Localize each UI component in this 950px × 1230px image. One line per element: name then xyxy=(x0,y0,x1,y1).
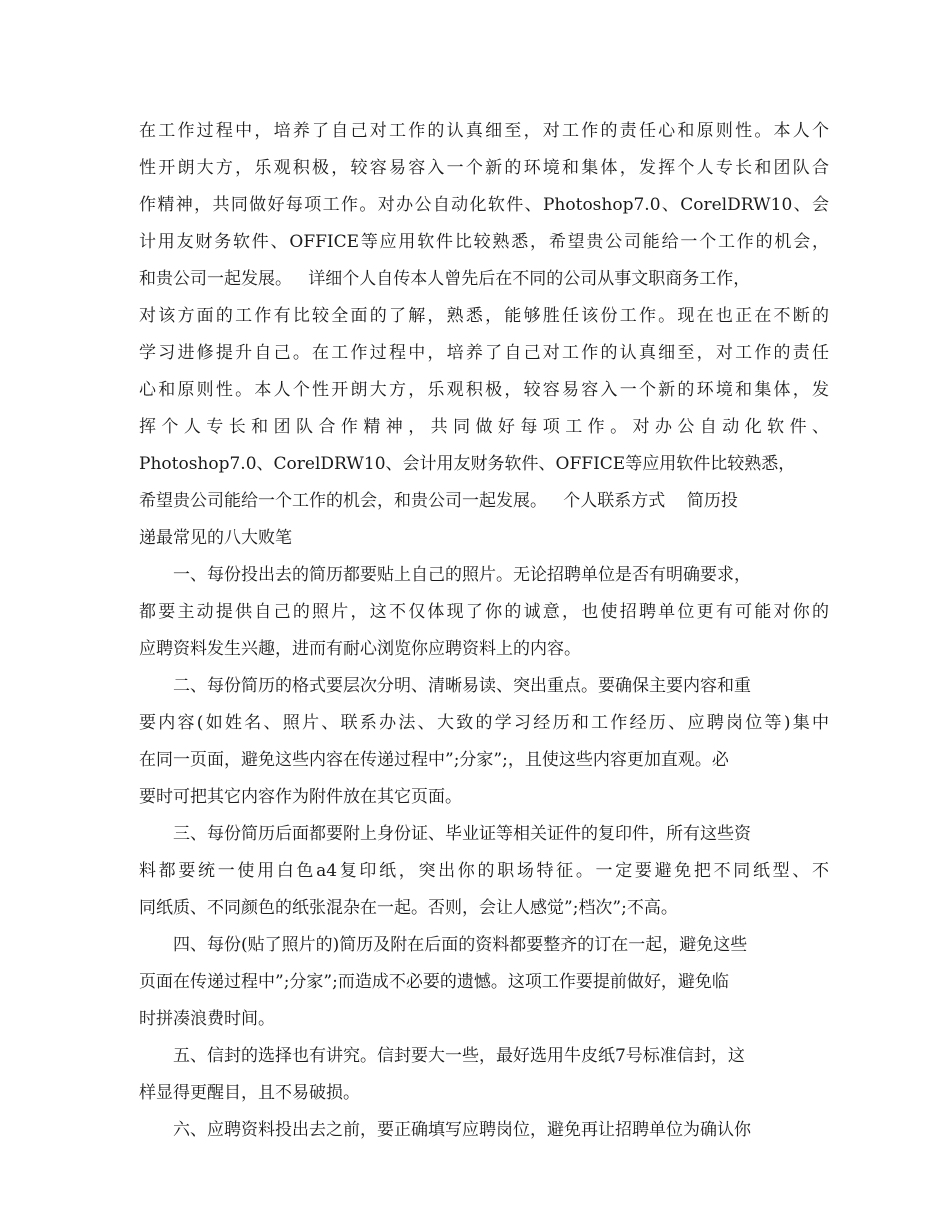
text-line: 要内容(如姓名、照片、联系办法、大致的学习经历和工作经历、应聘岗位等)集中 xyxy=(139,713,829,733)
text-line: 在工作过程中，培养了自己对工作的认真细至，对工作的责任心和原则性。本人个 xyxy=(139,121,829,141)
text-line: 样显得更醒目，且不易破损。 xyxy=(139,1083,360,1103)
text-line: 希望贵公司能给一个工作的机会，和贵公司一起发展。 个人联系方式 简历投 xyxy=(139,491,738,511)
body-text xyxy=(139,113,829,1149)
text-line: 要时可把其它内容作为附件放在其它页面。 xyxy=(139,787,462,807)
text-line: 计用友财务软件、OFFICE等应用软件比较熟悉，希望贵公司能给一个工作的机会， xyxy=(139,232,829,252)
paragraph-6-line: 六、应聘资料投出去之前，要正确填写应聘岗位，避免再让招聘单位为确认你 xyxy=(173,1120,751,1140)
text-line: 时拼凑浪费时间。 xyxy=(139,1009,275,1029)
paragraph-4-line: 四、每份(贴了照片的)简历及附在后面的资料都要整齐的订在一起，避免这些 xyxy=(173,935,748,955)
text-line: 页面在传递过程中”;分家”;而造成不必要的遗憾。这项工作要提前做好，避免临 xyxy=(139,972,729,992)
paragraph-3-line: 三、每份简历后面都要附上身份证、毕业证等相关证件的复印件，所有这些资 xyxy=(173,824,751,844)
paragraph-5-line: 五、信封的选择也有讲究。信封要大一些，最好选用牛皮纸7号标准信封，这 xyxy=(173,1046,745,1066)
text-line: 和贵公司一起发展。 详细个人自传本人曾先后在不同的公司从事文职商务工作， xyxy=(139,269,751,289)
paragraph-2-line: 二、每份简历的格式要层次分明、清晰易读、突出重点。要确保主要内容和重 xyxy=(173,676,751,696)
text-line: Photoshop7.0、CorelDRW10、会计用友财务软件、OFFICE等应用软件比较熟悉， xyxy=(139,454,796,474)
text-line: 对该方面的工作有比较全面的了解，熟悉，能够胜任该份工作。现在也正在不断的 xyxy=(139,306,829,326)
text-line: 心和原则性。本人个性开朗大方，乐观积极，较容易容入一个新的环境和集体，发 xyxy=(139,380,829,400)
text-line: 在同一页面，避免这些内容在传递过程中”;分家”;，且使这些内容更加直观。必 xyxy=(139,750,729,770)
text-line: 应聘资料发生兴趣，进而有耐心浏览你应聘资料上的内容。 xyxy=(139,639,581,659)
text-line: 递最常见的八大败笔 xyxy=(139,528,292,548)
paragraph-1-line: 一、每份投出去的简历都要贴上自己的照片。无论招聘单位是否有明确要求， xyxy=(173,565,751,585)
text-line: 都要主动提供自己的照片，这不仅体现了你的诚意，也使招聘单位更有可能对你的 xyxy=(139,602,829,622)
text-line: 挥个人专长和团队合作精神，共同做好每项工作。对办公自动化软件、 xyxy=(139,417,829,437)
text-line: 性开朗大方，乐观积极，较容易容入一个新的环境和集体，发挥个人专长和团队合 xyxy=(139,158,829,178)
text-line: 学习进修提升自己。在工作过程中，培养了自己对工作的认真细至，对工作的责任 xyxy=(139,343,829,363)
text-line: 同纸质、不同颜色的纸张混杂在一起。否则，会让人感觉”;档次”;不高。 xyxy=(139,898,678,918)
text-line: 作精神，共同做好每项工作。对办公自动化软件、Photoshop7.0、CorelDRW10、会 xyxy=(139,195,829,215)
text-line: 料都要统一使用白色a4复印纸，突出你的职场特征。一定要避免把不同纸型、不 xyxy=(139,861,829,881)
